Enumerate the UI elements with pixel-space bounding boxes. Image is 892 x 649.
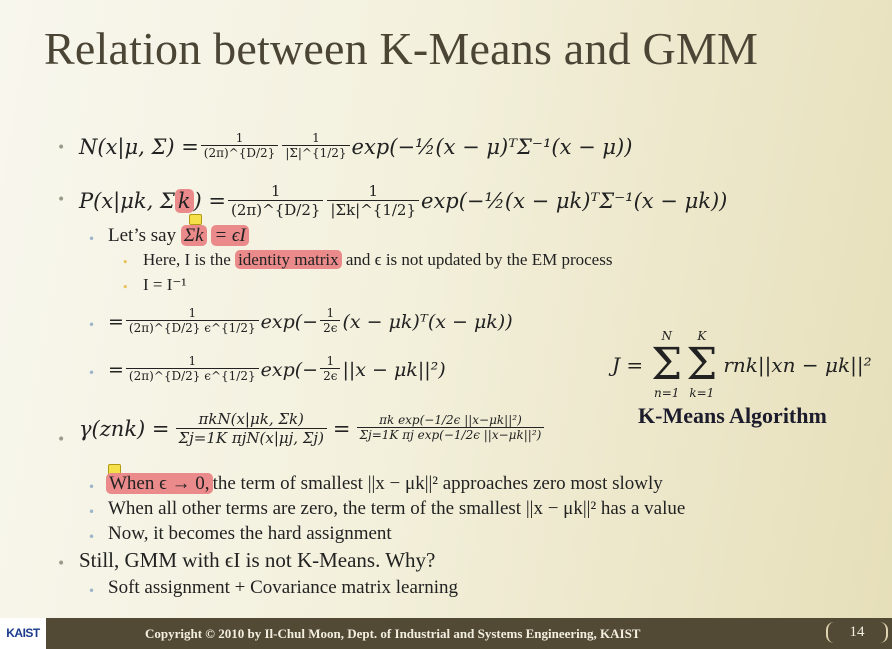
normal-pdf-equation <box>79 132 632 161</box>
when-eps-highlight: When ϵ → 0, <box>106 473 213 494</box>
when-eps-rest: the term of smallest ||x − μk||² approaches zero most slowly <box>212 473 663 494</box>
step1-inner-frac: $\frac{1}{2\epsilon}$ <box>320 307 340 336</box>
gamma-lhs: γ(znk) = <box>79 416 170 441</box>
sigma-k-highlight: Σk <box>181 225 207 246</box>
when-eps-line <box>106 473 663 495</box>
step1-rhs-post: (x − μk)ᵀ(x − μk)) <box>342 310 513 333</box>
bullet-dot: • <box>57 140 66 156</box>
footer-bar <box>0 618 892 649</box>
gamma-frac2: $\frac{\text{πk exp(−1/2ϵ ||x−μk||²)}}{\text{Σj=1K πj exp(−1/2ϵ ||x−μk||²)}}$ <box>357 414 545 443</box>
sum-n: N Σ n=1 <box>651 329 683 400</box>
bullet-dot: • <box>57 556 66 572</box>
step2-eq: = <box>108 358 124 381</box>
identity-explanation <box>143 250 612 270</box>
conditional-frac2: $\frac{1}{|\Sigma k|\^{}\{1/2\}}$ <box>327 182 419 219</box>
step2-rhs-pre: exp(− <box>260 358 319 381</box>
identity-inverse: I = I⁻¹ <box>143 275 187 294</box>
comment-note-icon[interactable] <box>189 214 202 225</box>
bullet-dot: • <box>122 256 129 269</box>
bullet-dot: • <box>88 232 96 246</box>
kmeans-algorithm-label: K-Means Algorithm <box>638 403 827 428</box>
normal-pdf-rhs: exp(−½(x − μ)ᵀΣ⁻¹(x − μ)) <box>351 134 633 159</box>
sigma-k-highlight: k <box>175 189 194 213</box>
step2-frac: $\frac{1}{(2\pi)\^{}\{D/2\} \epsilon\^{}\{1/2\}}$ <box>126 355 259 384</box>
bullet-dot: • <box>57 432 66 448</box>
bullet-dot: • <box>57 192 66 208</box>
gamma-frac1: $\frac{\text{πkN(x|μk, Σk)}}{\text{Σj=1K πjN(x|μj, Σj)}}$ <box>176 410 327 447</box>
conditional-frac1: $\frac{1}{(2\pi)\^{}\{D/2\}}$ <box>228 182 323 219</box>
conditional-rhs: exp(−½(x − μk)ᵀΣ⁻¹(x − μk)) <box>421 188 728 213</box>
step1-rhs-pre: exp(− <box>260 310 319 333</box>
slide-title: Relation between K-Means and GMM <box>44 23 759 74</box>
still-gmm-line: Still, GMM with ϵI is not K-Means. Why? <box>79 548 436 572</box>
derivation-step-1 <box>108 307 513 336</box>
step2-inner-frac: $\frac{1}{2\epsilon}$ <box>320 355 340 384</box>
step1-eq: = <box>108 310 124 333</box>
page-number: 14 <box>826 622 888 643</box>
bullet-dot: • <box>88 366 96 380</box>
hard-assignment-line: Now, it becomes the hard assignment <box>108 523 392 544</box>
j-lhs: J = <box>612 353 644 377</box>
bullet-dot: • <box>88 505 96 519</box>
conditional-lhs-post: ) = <box>193 188 227 213</box>
step2-rhs-post: ||x − μk||²) <box>342 358 446 381</box>
j-body: rnk||xn − μk||² <box>723 353 872 377</box>
normal-pdf-frac2: $\frac{1}{|\Sigma|\^{}\{1/2\}}$ <box>282 132 349 161</box>
bullet-dot: • <box>88 530 96 544</box>
bullet-dot: • <box>88 584 96 598</box>
identity-matrix-highlight: identity matrix <box>235 250 342 269</box>
conditional-lhs-pre: P(x|μk, Σ <box>79 188 175 213</box>
copyright-text: Copyright © 2010 by Il-Chul Moon, Dept. of Industrial and Systems Engineering, KAIST <box>145 626 641 641</box>
derivation-step-2 <box>108 355 446 384</box>
soft-assignment-line: Soft assignment + Covariance matrix learning <box>108 577 458 598</box>
normal-pdf-lhs: N(x|μ, Σ) = <box>79 134 199 159</box>
bullet-dot: • <box>88 480 96 494</box>
kaist-logo: KAIST <box>0 618 46 649</box>
bullet-dot: • <box>122 281 129 294</box>
here-pre: Here, I is the <box>143 250 231 269</box>
normal-pdf-frac1: $\frac{1}{(2\pi)\^{}\{D/2\}}$ <box>201 132 279 161</box>
sum-k: K Σ k=1 <box>686 329 718 400</box>
here-post: and ϵ is not updated by the EM process <box>345 250 613 269</box>
kmeans-objective-formula <box>612 330 872 400</box>
all-other-line: When all other terms are zero, the term of the smallest ||x − μk||² has a value <box>108 498 686 519</box>
eps-identity-highlight: = ϵI <box>211 225 249 246</box>
step1-frac: $\frac{1}{(2\pi)\^{}\{D/2\} \epsilon\^{}\{1/2\}}$ <box>126 307 259 336</box>
lets-say-text: Let’s say <box>108 225 177 246</box>
lets-say-line <box>108 225 249 247</box>
bullet-dot: • <box>88 318 96 332</box>
responsibility-equation <box>79 410 546 447</box>
gamma-eq: = <box>332 416 351 441</box>
conditional-equation <box>79 182 727 219</box>
